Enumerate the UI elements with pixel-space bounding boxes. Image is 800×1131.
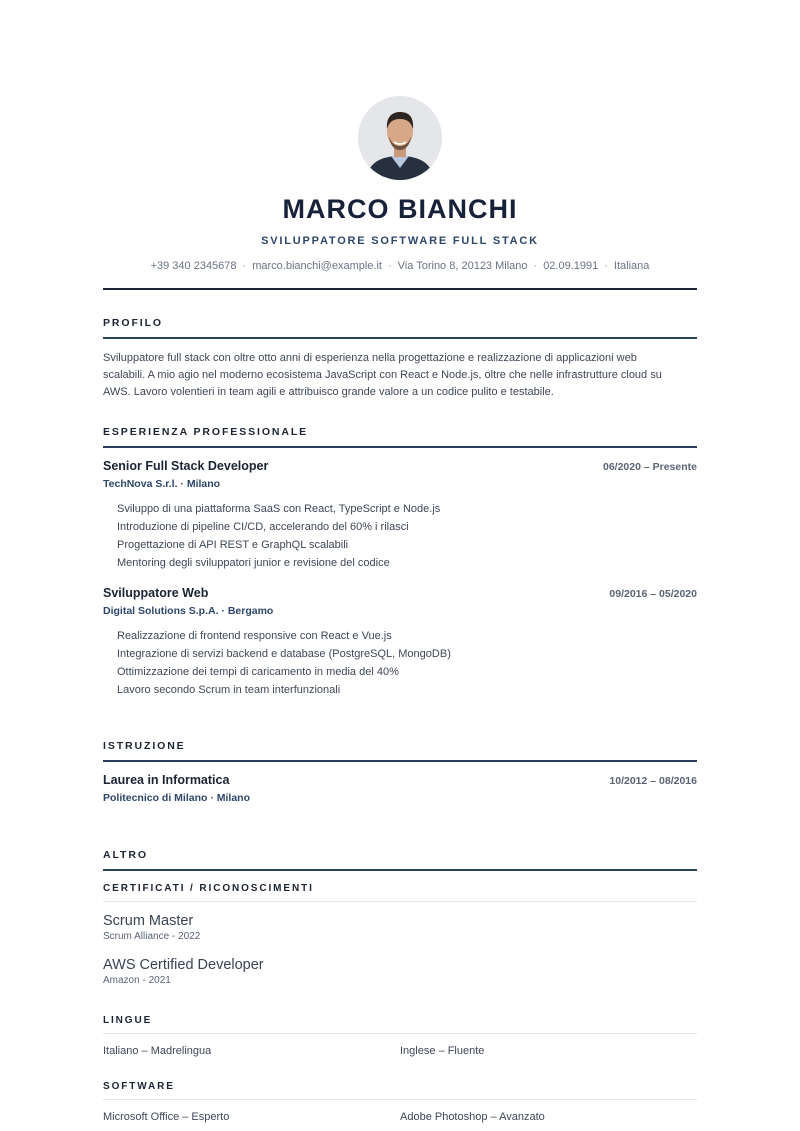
school-name: Politecnico di Milano · Milano	[103, 792, 251, 804]
languages-list	[103, 1045, 697, 1057]
subsection-divider	[103, 901, 697, 902]
list-item: Inglese – Fluente	[400, 1045, 485, 1057]
section-divider	[103, 760, 697, 762]
education-section	[103, 740, 697, 762]
list-item: Integrazione di servizi backend e database (PostgreSQL, MongoDB)	[117, 648, 451, 660]
profile-line: scalabili. A mio agio nel moderno ecosistema JavaScript con React e Node.js, oltre che nelle infrastrutture cloud su	[103, 369, 662, 381]
header-divider	[103, 288, 697, 290]
degree-title: Laurea in Informatica	[103, 773, 230, 787]
section-divider	[103, 446, 697, 448]
certificate-name: AWS Certified Developer	[103, 957, 264, 973]
certificate-meta: Amazon - 2021	[103, 975, 171, 986]
separator: ·	[533, 260, 538, 272]
profile-section	[103, 317, 697, 401]
list-item: Sviluppo di una piattaforma SaaS con React, TypeScript e Node.js	[117, 503, 441, 515]
separator: ·	[242, 260, 247, 272]
education-entry	[103, 773, 697, 804]
company-name: Digital Solutions S.p.A. · Bergamo	[103, 605, 274, 617]
contact-nationality: Italiana	[613, 260, 650, 272]
contact-line	[0, 260, 800, 272]
section-heading: ESPERIENZA PROFESSIONALE	[103, 426, 309, 438]
person-portrait-icon	[358, 96, 442, 180]
certificate-entry	[103, 913, 697, 942]
company-name: TechNova S.r.l. · Milano	[103, 478, 221, 490]
software-subsection	[103, 1081, 697, 1100]
profile-line: Sviluppatore full stack con oltre otto anni di esperienza nella progettazione e realizzazione di applicazioni web	[103, 352, 637, 364]
list-item: Introduzione di pipeline CI/CD, accelerando del 60% i rilasci	[117, 521, 409, 533]
experience-section	[103, 426, 697, 448]
avatar	[358, 96, 442, 180]
list-item: Realizzazione di frontend responsive con React e Vue.js	[117, 630, 392, 642]
subsection-heading: CERTIFICATI / RICONOSCIMENTI	[103, 883, 314, 894]
candidate-name: MARCO BIANCHI	[282, 194, 518, 224]
achievements-list	[103, 500, 697, 572]
achievements-list	[103, 627, 697, 699]
experience-entry	[103, 459, 697, 572]
section-heading: ALTRO	[103, 849, 148, 861]
section-divider	[103, 869, 697, 871]
list-item: Progettazione di API REST e GraphQL scalabili	[117, 539, 349, 551]
certificates-subsection	[103, 883, 697, 902]
job-title-header: SVILUPPATORE SOFTWARE FULL STACK	[261, 235, 539, 247]
subsection-divider	[103, 1099, 697, 1100]
separator: ·	[604, 260, 608, 272]
certificate-name: Scrum Master	[103, 913, 194, 929]
profile-text	[103, 350, 697, 401]
position-dates: 06/2020 – Presente	[603, 461, 697, 473]
position-title: Senior Full Stack Developer	[103, 459, 269, 473]
profile-line: AWS. Lavoro volentieri in team agili e attribuisco grande valore a un codice pulito e testabile.	[103, 386, 554, 398]
list-item: Ottimizzazione dei tempi di caricamento in media del 40%	[117, 666, 399, 678]
contact-email: marco.bianchi@example.it	[252, 260, 382, 272]
contact-address: Via Torino 8, 20123 Milano	[397, 260, 528, 272]
other-section	[103, 849, 697, 871]
contact-birthdate: 02.09.1991	[543, 260, 599, 272]
software-list	[103, 1111, 697, 1123]
education-dates: 10/2012 – 08/2016	[609, 775, 697, 787]
list-item: Microsoft Office – Esperto	[103, 1111, 230, 1123]
section-heading: ISTRUZIONE	[103, 740, 186, 752]
subsection-divider	[103, 1033, 697, 1034]
position-dates: 09/2016 – 05/2020	[609, 588, 697, 600]
certificate-entry	[103, 957, 697, 986]
languages-subsection	[103, 1015, 697, 1034]
subsection-heading: SOFTWARE	[103, 1081, 175, 1092]
separator: ·	[387, 260, 392, 272]
list-item: Adobe Photoshop – Avanzato	[400, 1111, 545, 1123]
list-item: Mentoring degli sviluppatori junior e revisione del codice	[117, 557, 390, 569]
list-item: Lavoro secondo Scrum in team interfunzionali	[117, 684, 341, 696]
certificate-meta: Scrum Alliance - 2022	[103, 931, 201, 942]
section-heading: PROFILO	[103, 317, 163, 329]
subsection-heading: LINGUE	[103, 1015, 153, 1026]
experience-entry	[103, 586, 697, 699]
position-title: Sviluppatore Web	[103, 586, 209, 600]
contact-phone: +39 340 2345678	[150, 260, 237, 272]
list-item: Italiano – Madrelingua	[103, 1045, 212, 1057]
section-divider	[103, 337, 697, 339]
